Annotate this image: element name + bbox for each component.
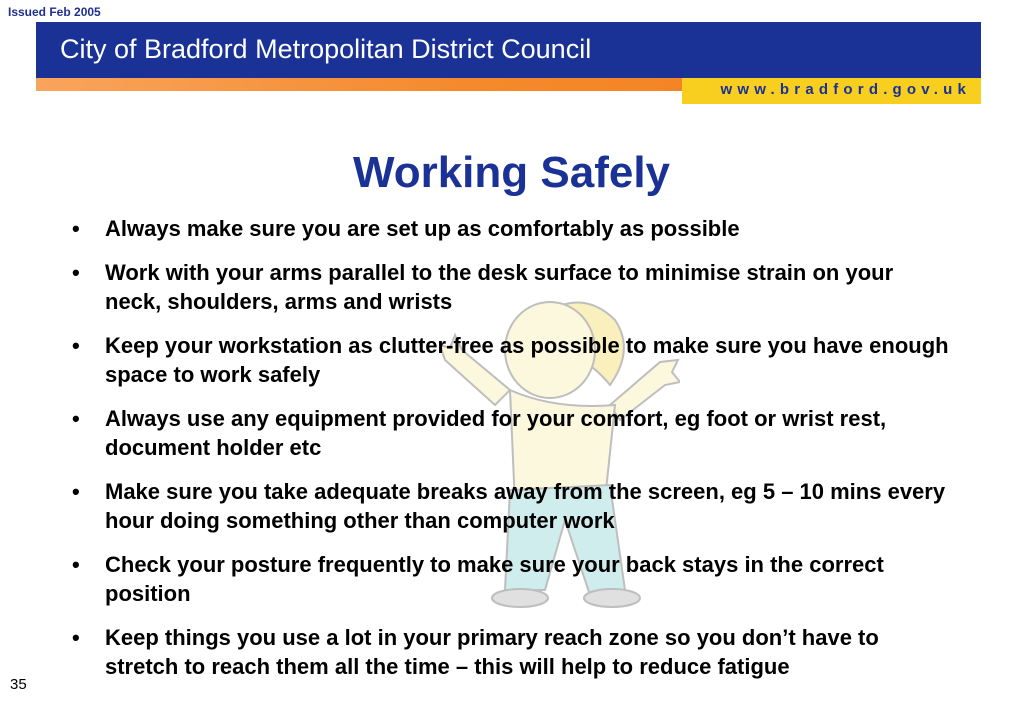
website-box	[682, 78, 981, 104]
bullet-item	[72, 404, 952, 462]
bullet-item	[72, 258, 952, 316]
bullet-item	[72, 477, 952, 535]
bullet-text: Always use any equipment provided for your comfort, eg foot or wrist rest, document holder etc	[105, 406, 887, 460]
page-number: 35	[10, 676, 27, 693]
bullet-glyph: •	[72, 260, 80, 285]
bullet-glyph: •	[72, 216, 80, 241]
website-url[interactable]: www.bradford.gov.uk	[720, 81, 971, 98]
bullet-text: Check your posture frequently to make sure your back stays in the correct position	[105, 552, 884, 606]
bullet-text: Work with your arms parallel to the desk surface to minimise strain on your neck, shoulders, arms and wrists	[105, 260, 894, 314]
bullet-text: Keep things you use a lot in your primary reach zone so you don’t have to stretch to reach them all the time – this will help to reduce fatigue	[105, 625, 879, 679]
bullet-glyph: •	[72, 479, 80, 504]
issue-date: Issued Feb 2005	[8, 5, 101, 19]
bullet-glyph: •	[72, 625, 80, 650]
bullet-glyph: •	[72, 552, 80, 577]
bullet-glyph: •	[72, 406, 80, 431]
bullet-item	[72, 331, 952, 389]
bullet-list	[72, 214, 952, 696]
bullet-text: Keep your workstation as clutter-free as possible to make sure you have enough space to work safely	[105, 333, 949, 387]
header-bar	[36, 22, 981, 78]
bullet-item	[72, 214, 952, 243]
bullet-item	[72, 623, 952, 681]
bullet-text: Always make sure you are set up as comfortably as possible	[105, 216, 740, 241]
bullet-item	[72, 550, 952, 608]
bullet-glyph: •	[72, 333, 80, 358]
organization-name: City of Bradford Metropolitan District Council	[60, 34, 592, 64]
bullet-text: Make sure you take adequate breaks away from the screen, eg 5 – 10 mins every hour doing something other than computer work	[105, 479, 946, 533]
slide-title: Working Safely	[352, 148, 671, 197]
